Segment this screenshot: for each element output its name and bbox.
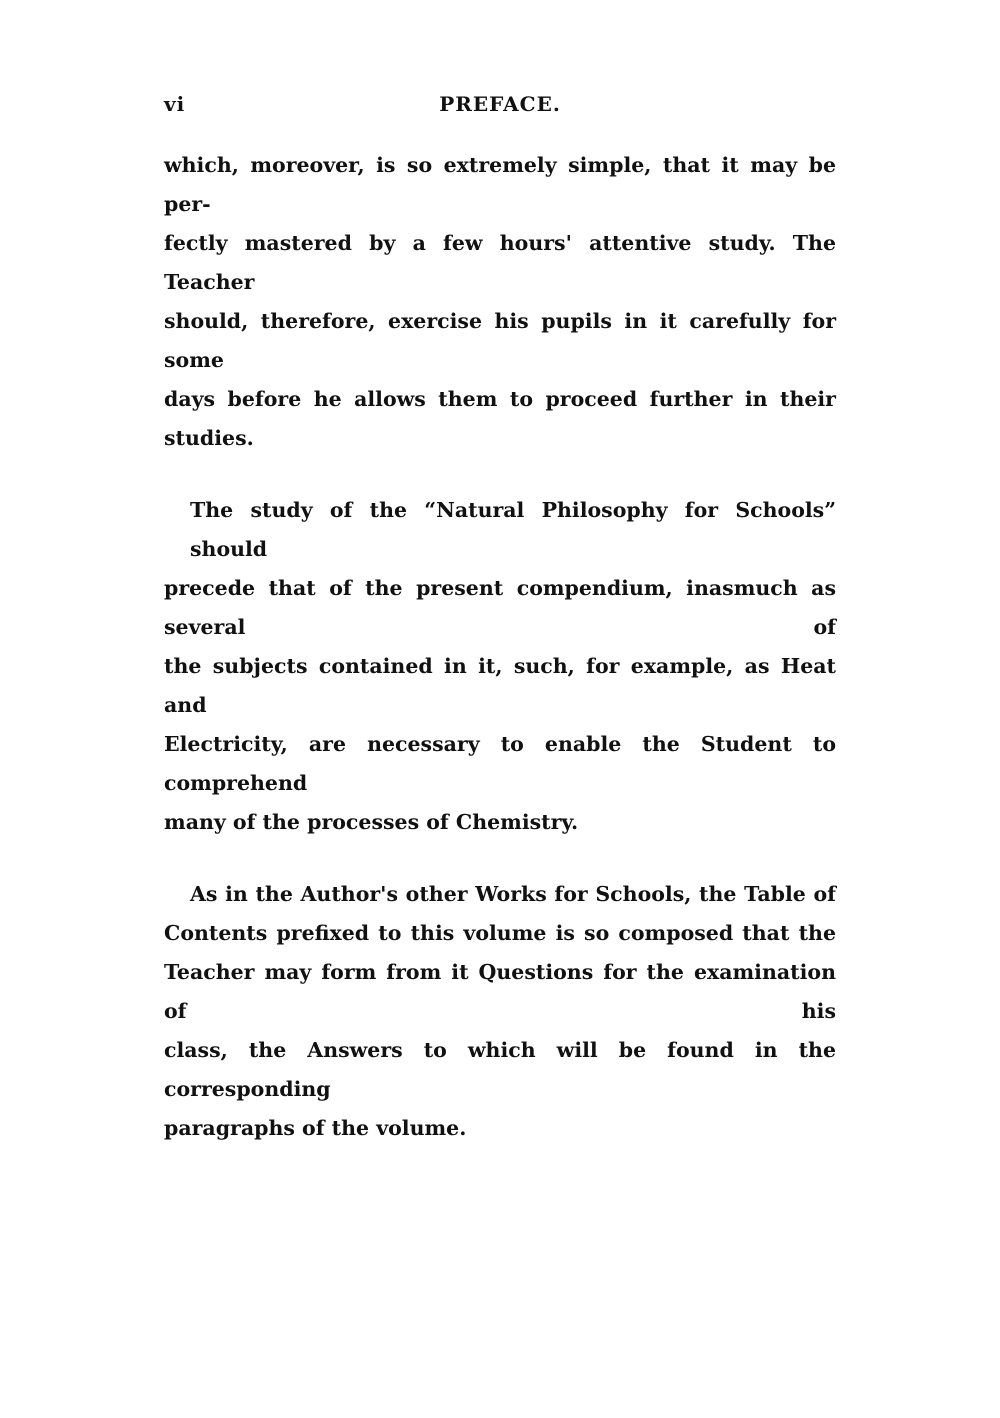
paragraph-line: Teacher may form from it Questions for the examination of his bbox=[164, 960, 836, 1023]
paragraph-line: The study of the “Natural Philosophy for Schools” should bbox=[190, 498, 836, 561]
paragraph-line: many of the processes of Chemistry. bbox=[164, 810, 579, 834]
preface-body bbox=[164, 146, 836, 1148]
running-header bbox=[164, 92, 836, 122]
paragraph-line: precede that of the present compendium, inasmuch as several of bbox=[164, 576, 836, 639]
paragraph-spacer bbox=[164, 458, 836, 491]
paragraph-line: fectly mastered by a few hours' attentive study. The Teacher bbox=[164, 231, 836, 294]
paragraph-line: Contents prefixed to this volume is so composed that the bbox=[164, 921, 836, 945]
paragraph-line: class, the Answers to which will be found in the corresponding bbox=[164, 1038, 836, 1101]
page-title: PREFACE. bbox=[439, 92, 561, 116]
paragraph-1 bbox=[164, 146, 836, 458]
document-page bbox=[164, 0, 836, 1418]
paragraph-line: paragraphs of the volume. bbox=[164, 1116, 467, 1140]
paragraph-spacer bbox=[164, 842, 836, 875]
paragraph-line: the subjects contained in it, such, for example, as Heat and bbox=[164, 654, 836, 717]
paragraph-line: As in the Author's other Works for Schools, the Table of bbox=[190, 882, 836, 906]
paragraph-3 bbox=[164, 875, 836, 1148]
paragraph-line: Electricity, are necessary to enable the Student to comprehend bbox=[164, 732, 836, 795]
paragraph-line: should, therefore, exercise his pupils in it carefully for some bbox=[164, 309, 836, 372]
paragraph-line: which, moreover, is so extremely simple, that it may be per- bbox=[164, 153, 836, 216]
paragraph-2 bbox=[164, 491, 836, 842]
paragraph-line: days before he allows them to proceed further in their studies. bbox=[164, 387, 836, 450]
page-number: vi bbox=[164, 92, 186, 116]
